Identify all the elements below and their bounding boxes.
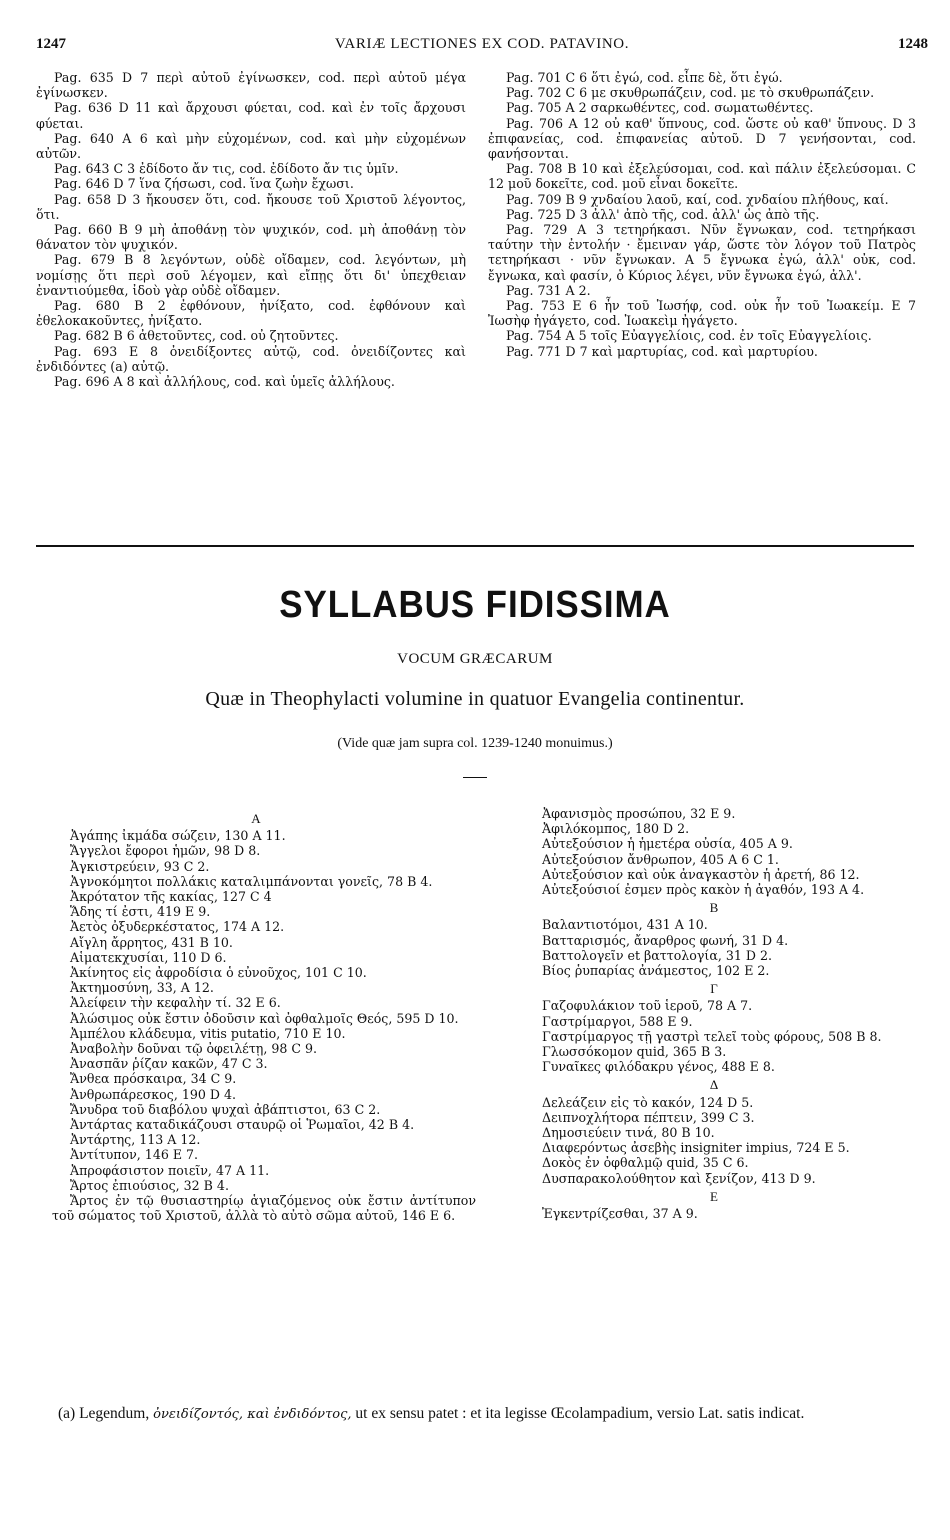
running-title: VARIÆ LECTIONES EX COD. PATAVINO. bbox=[334, 36, 630, 52]
column-number-right: 1248 bbox=[898, 36, 928, 52]
variant-entry: Pag. 640 A 6 καὶ μὴν εὐχομένων, cod. καὶ μὴν εὐχομένων αὐτῶν. bbox=[36, 130, 466, 162]
syllabus-entry: Ἀνθρωπάρεσκος, 190 D 4. bbox=[70, 1086, 236, 1102]
syllabus-entry: Ἅδης τί ἐστι, 419 E 9. bbox=[70, 904, 211, 920]
syllabus-entry: Ἀγάπης ἰκμάδα σώζειν, 130 A 11. bbox=[70, 828, 286, 844]
syllabus-entry: Ἀφανισμὸς προσώπου, 32 E 9. bbox=[542, 806, 736, 821]
footnote bbox=[36, 1403, 924, 1426]
variant-entry: Pag. 705 A 2 σαρκωθέντες, cod. σωματωθέντες. bbox=[506, 100, 814, 116]
syllabus-entry: Βαλαντιοτόμοι, 431 A 10. bbox=[542, 917, 708, 933]
syllabus-entry: Ἄνθεα πρόσκαιρα, 34 C 9. bbox=[70, 1071, 237, 1087]
syllabus-entry: Ἀλείφειν τὴν κεφαλὴν τί. 32 E 6. bbox=[70, 995, 281, 1011]
syllabus-entry: Βαττολογεῖν et βαττολογία, 31 D 2. bbox=[542, 947, 772, 963]
variant-entry: Pag. 636 D 11 καὶ ἄρχουσι φύεται, cod. καὶ ἐν τοῖς ἄρχουσι φύεται. bbox=[36, 100, 466, 131]
syllabus-entry: Ἀλώσιμος οὐκ ἔστιν ὀδοῦσιν καὶ ὀφθαλμοῖς Θεός, 595 D 10. bbox=[70, 1010, 459, 1026]
ornament-dash bbox=[463, 777, 487, 778]
syllabus-entry: Αὐτεξούσιον ἄνθρωπον, 405 A 6 C 1. bbox=[542, 851, 779, 867]
syllabus-entry: Ἀντάρτας καταδικάζουσι σταυρῷ οἱ Ῥωμαῖοι, 42 B 4. bbox=[70, 1117, 415, 1133]
syllabus-entry: Ἀνασπᾶν ῥίζαν κακῶν, 47 C 3. bbox=[70, 1056, 268, 1072]
section-subtitle: VOCUM GRÆCARUM bbox=[397, 651, 553, 667]
variant-entry: Pag. 754 A 5 τοῖς Εὐαγγελίοις, cod. ἐν τοῖς Εὐαγγελίοις. bbox=[506, 328, 872, 344]
syllabus-entry: Αὐτεξούσιον καὶ οὐκ ἀναγκαστὸν ἡ ἀρετή, 86 12. bbox=[542, 866, 860, 882]
footnote-marker: (a) bbox=[58, 1405, 76, 1422]
variant-entry: Pag. 635 D 7 περὶ αὐτοῦ ἐγίνωσκεν, cod. περὶ αὐτοῦ μέγα ἐγίνωσκεν. bbox=[36, 70, 466, 101]
syllabus-column-left bbox=[36, 808, 476, 1223]
syllabus-entry: Γαστρίμαργος τῇ γαστρὶ τελεῖ τοὺς φόρους, 508 B 8. bbox=[542, 1028, 882, 1044]
syllabus-entry: Ἀναβολὴν δοῦναι τῷ ὀφειλέτῃ, 98 C 9. bbox=[70, 1041, 318, 1057]
section-description: Quæ in Theophylacti volumine in quatuor Evangelia continentur. bbox=[205, 688, 745, 710]
column-number-left: 1247 bbox=[36, 36, 66, 52]
syllabus-entry: Ἄνυδρα τοῦ διαβόλου ψυχαὶ ἀβάπτιστοι, 63 C 2. bbox=[70, 1101, 381, 1117]
variant-entry: Pag. 693 E 8 ὀνειδίξοντες αὐτῷ, cod. ὀνειδίζοντες καὶ ἐνδιδόντες (a) αὐτῷ. bbox=[36, 343, 466, 374]
variant-entry: Pag. 709 B 9 χνδαίου λαοῦ, καί, cod. χνδαίου πλήθους, καί. bbox=[506, 191, 889, 207]
variant-entry: Pag. 702 C 6 με σκυθρωπάζειν, cod. με τὸ σκυθρωπάζειν. bbox=[506, 85, 875, 101]
section-divider bbox=[36, 545, 914, 547]
variants-column-right bbox=[488, 70, 916, 359]
syllabus-entry: Ἀφιλόκομπος, 180 D 2. bbox=[542, 821, 690, 837]
variant-entry: Pag. 643 C 3 ἐδίδοτο ἄν τις, cod. ἐδίδοτο ἄν τις ὑμῖν. bbox=[54, 161, 399, 177]
syllabus-entry: Ἀγνοκόμητοι πολλάκις καταλιμπάνονται γονεῖς, 78 B 4. bbox=[70, 873, 433, 889]
syllabus-entry: Διαφερόντως ἀσεβὴς insigniter impius, 724 E 5. bbox=[542, 1140, 850, 1156]
syllabus-entry: Ἀετὸς ὀξυδερκέστατος, 174 A 12. bbox=[70, 919, 285, 935]
syllabus-entry: Ἄρτος ἐπιούσιος, 32 B 4. bbox=[70, 1177, 229, 1193]
syllabus-entry: Γλωσσόκομον quid, 365 B 3. bbox=[542, 1044, 727, 1060]
syllabus-entry: Γαστρίμαργοι, 588 E 9. bbox=[542, 1013, 693, 1029]
variant-entry: Pag. 680 B 2 ἐφθόνουν, ἠνίξατο, cod. ἐφθόνουν καὶ ἐθελοκακοῦντες, ἠνίξατο. bbox=[36, 298, 466, 329]
syllabus-entry: Ἀγκιστρεύειν, 93 C 2. bbox=[70, 858, 210, 874]
section-note: (Vide quæ jam supra col. 1239-1240 monuimus.) bbox=[337, 736, 613, 751]
syllabus-entry: Γυναῖκες φιλόδακρυ γένος, 488 E 8. bbox=[542, 1059, 775, 1075]
variant-entry: Pag. 682 B 6 ἀθετοῦντες, cod. οὐ ζητοῦντες. bbox=[54, 328, 339, 344]
variant-entry: Pag. 679 B 8 λεγόντων, οὐδὲ οἴδαμεν, cod. λεγόντων, μὴ νομίσῃς ὅτι περὶ σοῦ λέγομεν, καὶ εἴπῃς ὅτι δι' ὑπεχθειαν ἐναντιούμεθα, ἰδοὺ γὰρ οὐδὲ οἴδαμεν. bbox=[36, 252, 466, 298]
syllabus-entry: Αὐτεξούσιοί ἐσμεν πρὸς κακὸν ἡ ἀγαθόν, 193 A 4. bbox=[542, 882, 865, 898]
variant-entry: Pag. 706 A 12 οὐ καθ' ὕπνους, cod. ὥστε οὐ καθ' ὕπνους. D 3 ἐπιφανείας, cod. ἐπιφανείας αὐτοῦ. D 7 γενήσονται, cod. φανήσονται. bbox=[488, 115, 916, 162]
footnote-post: ut ex sensu patet : et ita legisse Œcolampadium, versio Lat. satis indicat. bbox=[355, 1405, 805, 1422]
page-header bbox=[36, 36, 928, 58]
syllabus-entry: Αὐτεξούσιον ἡ ἡμετέρα οὐσία, 405 A 9. bbox=[542, 836, 793, 852]
syllabus-entry: Δημοσιεύειν τινά, 80 B 10. bbox=[542, 1125, 715, 1141]
variants-column-left bbox=[36, 70, 466, 389]
variant-entry: Pag. 660 B 9 μὴ ἀποθάνῃ τὸν ψυχικόν, cod. μὴ ἀποθάνῃ τὸν θάνατον τὸν ψυχικόν. bbox=[36, 222, 466, 253]
variant-entry: Pag. 729 A 3 τετηρήκασι. Νῦν ἔγνωκαν, cod. τετηρήκασι ταύτην τὴν ἐντολήν · ἔμειναν γάρ, ὥστε τὸν λόγον τοῦ Πατρὸς τετηρήκασι · νῦν ἔγνωκαν. A 5 ἔγνωκα ἐγώ, ἀλλ' οὐκ, cod. ἔγνωκα, καὶ φασίν, ὁ Κύριος λέγει, νῦν ἔγνωκα ἐγώ, ἀλλ'. bbox=[488, 222, 916, 283]
variant-entry: Pag. 708 B 10 καὶ ἐξελεύσομαι, cod. καὶ πάλιν ἐξελεύσομαι. C 12 μοῦ δοκεῖτε, cod. μοῦ εἶναι δοκεῖτε. bbox=[488, 161, 916, 192]
syllabus-entry: Γαζοφυλάκιον τοῦ ἱεροῦ, 78 A 7. bbox=[542, 998, 753, 1014]
syllabus-entry: Δειπνοχλήτορα πέπτειν, 399 C 3. bbox=[542, 1109, 755, 1125]
variant-entry: Pag. 753 E 6 ἦν τοῦ Ἰωσήφ, cod. οὐκ ἦν τοῦ Ἰωακείμ. E 7 Ἰωσὴφ ἠγάγετο, cod. Ἰωακεὶμ ἠγάγετο. bbox=[488, 298, 916, 329]
syllabus-entry: Ἀκρότατον τῆς κακίας, 127 C 4 bbox=[70, 889, 272, 905]
syllabus-entry: Αἱματεκχυσίαι, 110 D 6. bbox=[70, 949, 227, 965]
letter-heading-gamma: Γ bbox=[710, 981, 718, 997]
syllabus-entry: Αἴγλη ἄρρητος, 431 B 10. bbox=[70, 934, 233, 950]
variant-entry: Pag. 701 C 6 ὅτι ἐγώ, cod. εἶπε δὲ, ὅτι ἐγώ. bbox=[506, 70, 783, 85]
syllabus-entry: Ἀκίνητος εἰς ἀφροδίσια ὁ εὐνοῦχος, 101 C 10. bbox=[70, 965, 367, 981]
letter-heading-a: A bbox=[251, 811, 261, 826]
variant-entry: Pag. 658 D 3 ἤκουσεν ὅτι, cod. ἤκουσε τοῦ Χριστοῦ λέγοντος, ὅτι. bbox=[36, 191, 466, 222]
syllabus-entry: Ἀντίτυπον, 146 E 7. bbox=[70, 1147, 199, 1163]
letter-heading-b: B bbox=[709, 900, 719, 916]
section-title: SYLLABUS FIDISSIMA bbox=[279, 584, 671, 626]
letter-heading-delta: Δ bbox=[709, 1077, 719, 1093]
syllabus-entry: Ἄρτος ἐν τῷ θυσιαστηρίῳ ἁγιαζόμενος οὐκ ἔστιν ἀντίτυπον τοῦ σώματος τοῦ Χριστοῦ, ἀλλὰ τὸ αὐτὸ σῶμα αὐτοῦ, 146 E 6. bbox=[52, 1193, 476, 1224]
variant-entry: Pag. 725 D 3 ἀλλ' ἀπὸ τῆς, cod. ἀλλ' ὡς ἀπὸ τῆς. bbox=[506, 206, 820, 222]
letter-heading-e: E bbox=[710, 1188, 718, 1204]
syllabus-entry: Βίος ῥυπαρίας ἀνάμεστος, 102 E 2. bbox=[542, 963, 770, 979]
syllabus-entry: Δυσπαρακολούθητον καὶ ξενίζον, 413 D 9. bbox=[542, 1170, 816, 1186]
syllabus-entry: Ἀπροφάσιστον ποιεῖν, 47 A 11. bbox=[70, 1162, 270, 1178]
variant-entry: Pag. 696 A 8 καὶ ἀλλήλους, cod. καὶ ὑμεῖς ἀλλήλους. bbox=[54, 374, 395, 390]
syllabus-entry: Δοκὸς ἐν ὀφθαλμῷ quid, 35 C 6. bbox=[542, 1155, 749, 1171]
footnote-greek: ὀνειδίζοντός, καὶ ἐνδιδόντος, bbox=[153, 1407, 352, 1422]
syllabus-entry: Δελεάζειν εἰς τὸ κακόν, 124 D 5. bbox=[542, 1094, 754, 1110]
syllabus-entry: Ἀμπέλου κλάδευμα, vitis putatio, 710 E 10. bbox=[70, 1025, 346, 1041]
variant-entry: Pag. 771 D 7 καὶ μαρτυρίας, cod. καὶ μαρτυρίου. bbox=[506, 343, 818, 359]
syllabus-entry: Ἐγκεντρίζεσθαι, 37 A 9. bbox=[542, 1206, 698, 1222]
footnote-pre: Legendum, bbox=[79, 1405, 150, 1422]
syllabus-entry: Βατταρισμός, ἄναρθρος φωνή, 31 D 4. bbox=[542, 932, 789, 948]
variant-entry: Pag. 731 A 2. bbox=[506, 282, 591, 298]
variant-entry: Pag. 646 D 7 ἵνα ζήσωσι, cod. ἵνα ζωὴν ἔχωσι. bbox=[54, 176, 354, 192]
syllabus-entry: Ἀκτημοσύνη, 33, A 12. bbox=[70, 980, 214, 996]
syllabus-entry: Ἀντάρτης, 113 A 12. bbox=[70, 1132, 201, 1148]
syllabus-entry: Ἄγγελοι ἔφοροι ἡμῶν, 98 D 8. bbox=[70, 843, 261, 859]
syllabus-column-right bbox=[508, 806, 920, 1221]
